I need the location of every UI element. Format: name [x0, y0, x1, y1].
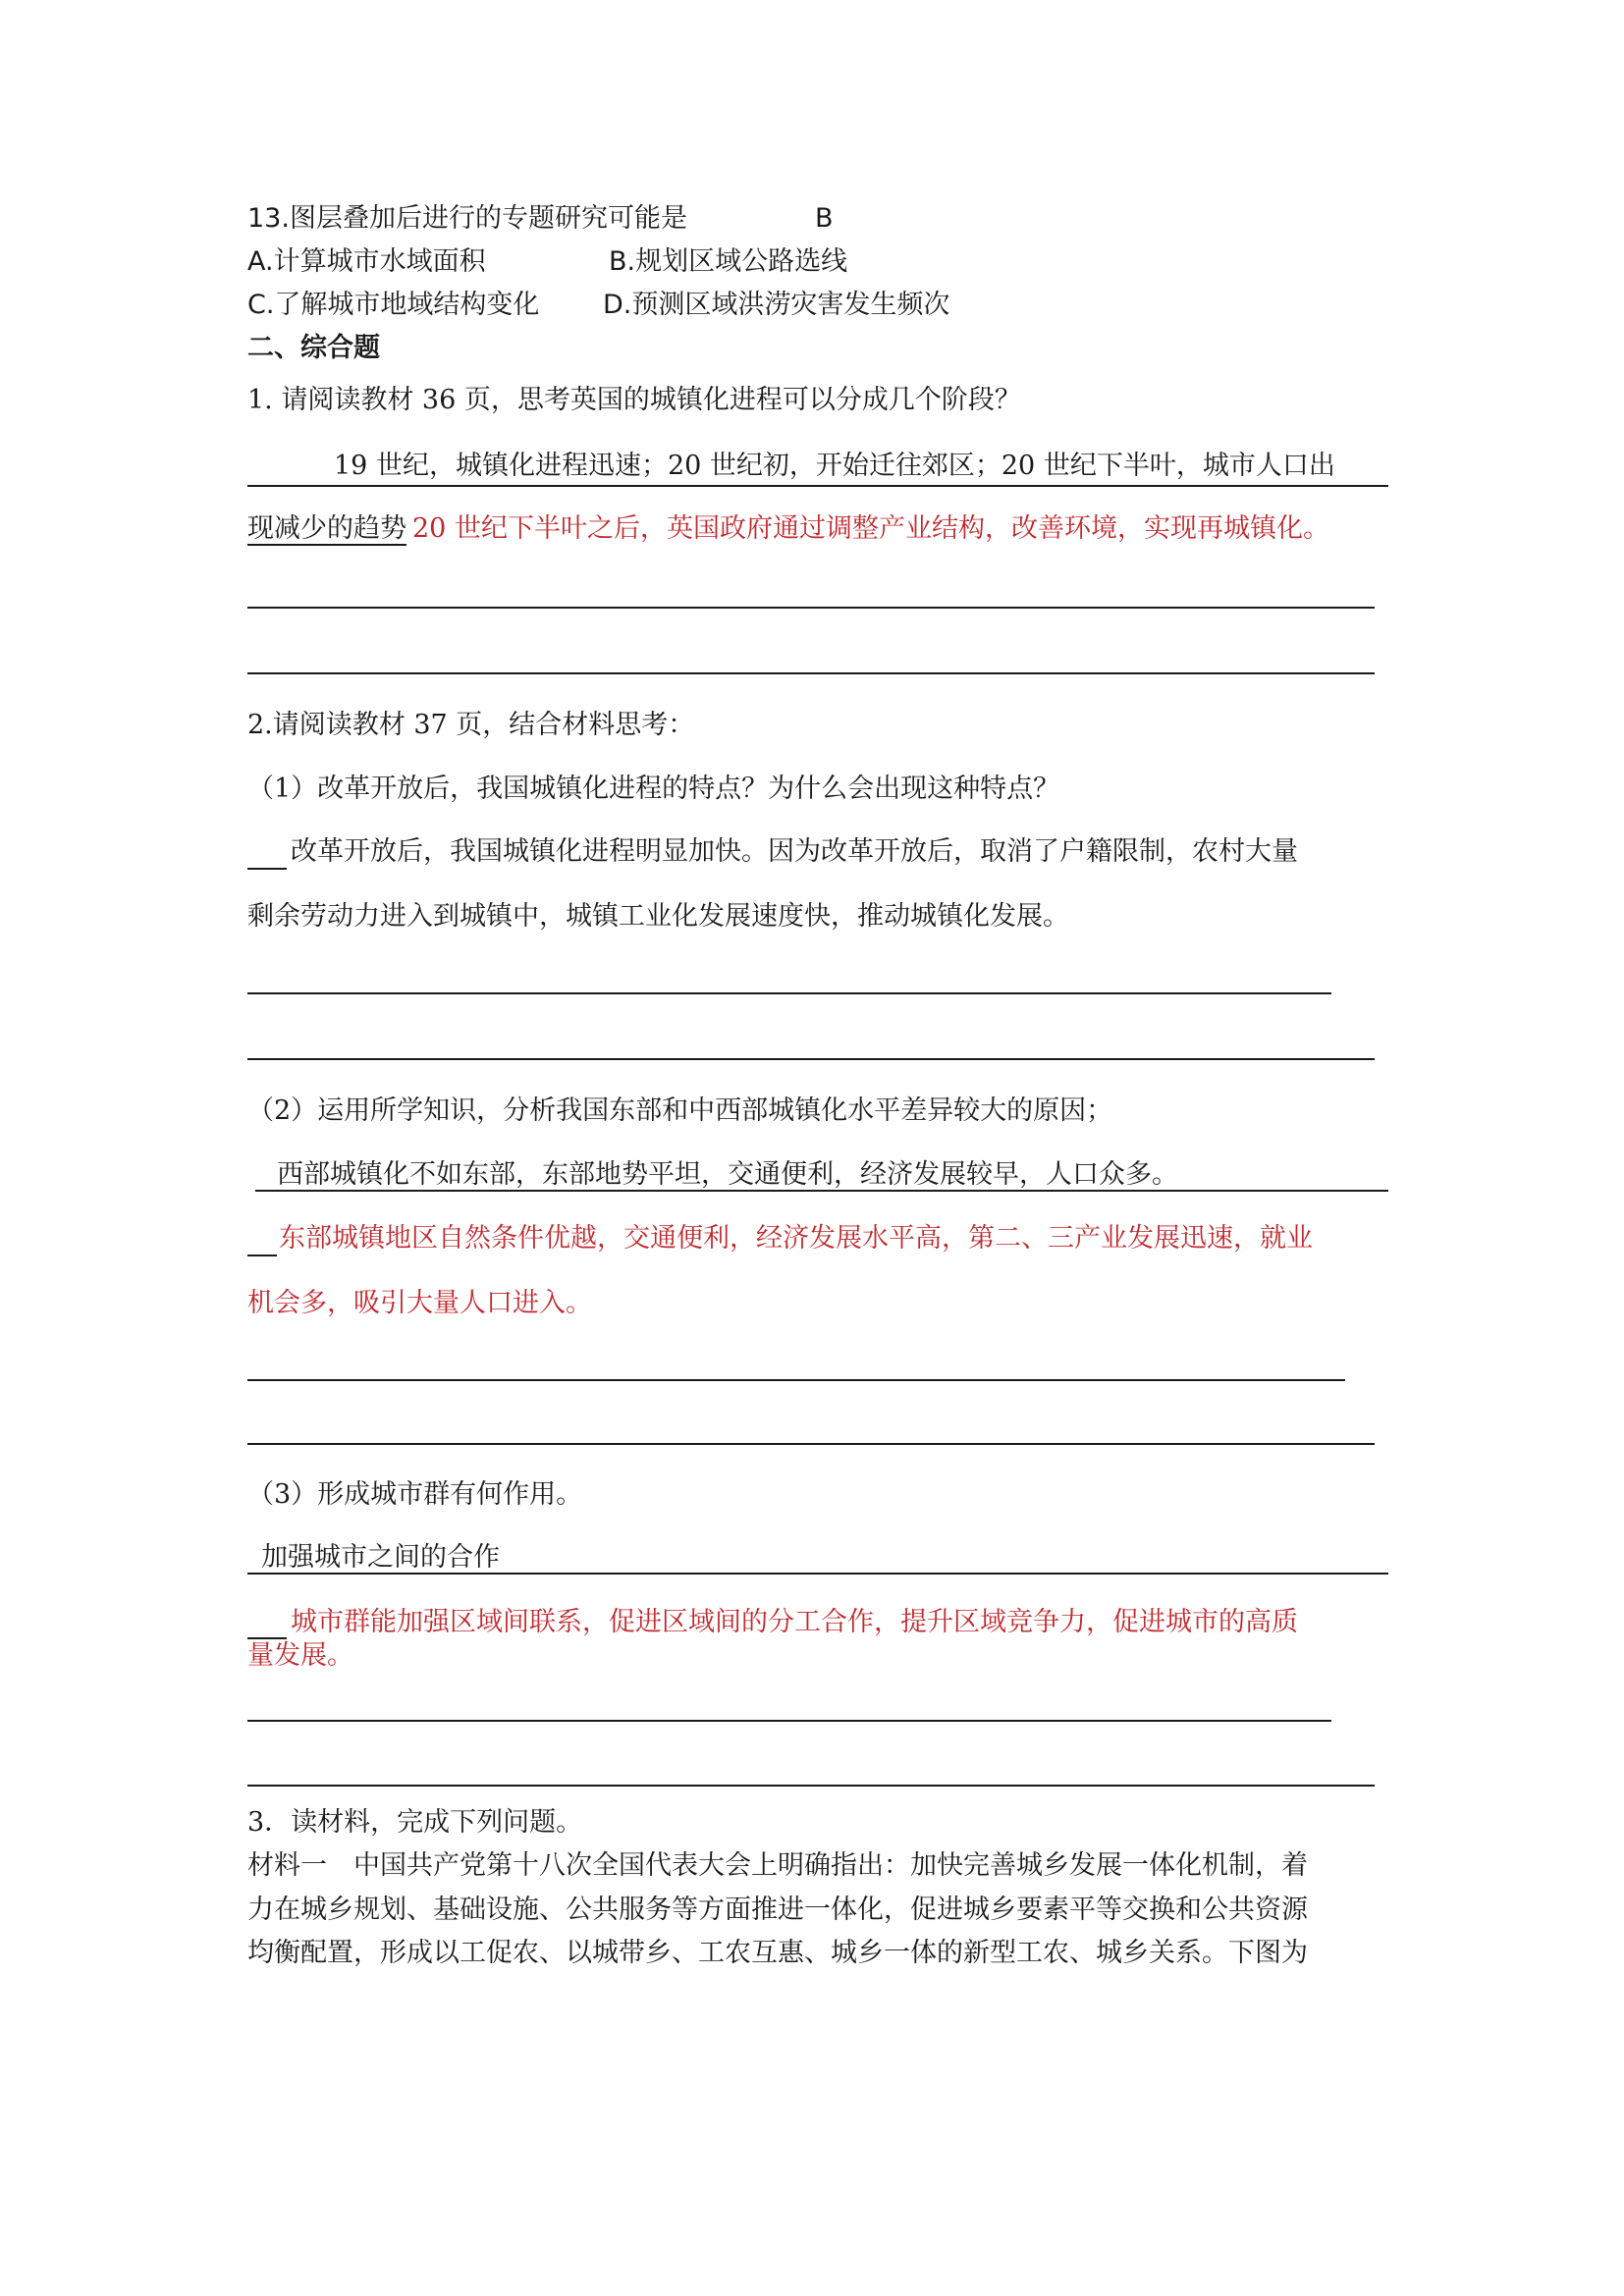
q2-stem: 2.请阅读教材 37 页，结合材料思考： [247, 710, 695, 740]
q13-option-b: B.规划区域公路选线 [609, 246, 848, 277]
q2-part1-question: （1）改革开放后，我国城镇化进程的特点？为什么会出现这种特点？ [247, 774, 1060, 804]
section-title: 二、综合题 [247, 333, 380, 363]
q13-answer: B [815, 203, 834, 234]
q1-stem: 1. 请阅读教材 36 页，思考英国的城镇化进程可以分成几个阶段？ [247, 385, 1021, 415]
blank-line [247, 1785, 1375, 1787]
blank-line [247, 1379, 1345, 1381]
q2-part1-answer-line2: 剩余劳动力进入到城镇中，城镇工业化发展速度快，推动城镇化发展。 [247, 901, 1069, 932]
q3-material-line2: 力在城乡规划、基础设施、公共服务等方面推进一体化，促进城乡要素平等交换和公共资源 [247, 1895, 1308, 1925]
q3-material-line3: 均衡配置，形成以工促农、以城带乡、工农互惠、城乡一体的新型工农、城乡关系。下图为 [247, 1938, 1308, 1968]
q2-part2-reference-line2: 机会多，吸引大量人口进入。 [247, 1288, 592, 1318]
q1-answer-red: 20 世纪下半叶之后，英国政府通过调整产业结构，改善环境，实现再城镇化。 [412, 513, 1329, 544]
q2-part2-student-answer: 西部城镇化不如东部，东部地势平坦，交通便利，经济发展较早，人口众多。 [277, 1159, 1178, 1190]
q13-option-d: D.预测区域洪涝灾害发生频次 [603, 290, 950, 320]
answer-blank-marker [247, 1255, 277, 1256]
blank-line [247, 607, 1375, 609]
q2-part2-reference-line1: 东部城镇地区自然条件优越，交通便利，经济发展水平高，第二、三产业发展迅速，就业 [279, 1223, 1313, 1254]
q2-part2-question: （2）运用所学知识，分析我国东部和中西部城镇化水平差异较大的原因； [247, 1095, 1113, 1126]
blank-line [247, 992, 1331, 994]
blank-line [247, 1058, 1375, 1060]
q13-option-c: C.了解城市地域结构变化 [247, 290, 540, 320]
answer-underline [255, 1190, 1388, 1192]
blank-line [247, 1720, 1331, 1722]
q2-part1-answer-line1: 改革开放后，我国城镇化进程明显加快。因为改革开放后，取消了户籍限制，农村大量 [291, 836, 1298, 867]
answer-blank-marker [247, 868, 287, 870]
q1-answer-line2 [247, 512, 1329, 546]
q13-stem: 13.图层叠加后进行的专题研究可能是 [247, 203, 687, 234]
q2-part3-student-answer: 加强城市之间的合作 [261, 1542, 500, 1573]
q1-answer-black: 现减少的趋势 [247, 513, 406, 544]
q13-option-a: A.计算城市水域面积 [247, 246, 486, 277]
answer-underline [247, 1573, 1388, 1575]
q3-material-line1: 材料一 中国共产党第十八次全国代表大会上明确指出：加快完善城乡发展一体化机制，着 [247, 1850, 1308, 1881]
q1-answer-line1: 19 世纪，城镇化进程迅速；20 世纪初，开始迁往郊区；20 世纪下半叶，城市人口出 [334, 451, 1335, 481]
q3-stem: 3．读材料，完成下列问题。 [247, 1807, 583, 1838]
q2-part3-question: （3）形成城市群有何作用。 [247, 1479, 583, 1510]
blank-line [247, 1443, 1375, 1445]
q2-part3-reference-line1: 城市群能加强区域间联系，促进区域间的分工合作，提升区域竞争力，促进城市的高质 [291, 1607, 1298, 1637]
blank-line [247, 672, 1375, 674]
q2-part3-reference-line2: 量发展。 [247, 1640, 353, 1671]
answer-underline [247, 485, 1388, 487]
